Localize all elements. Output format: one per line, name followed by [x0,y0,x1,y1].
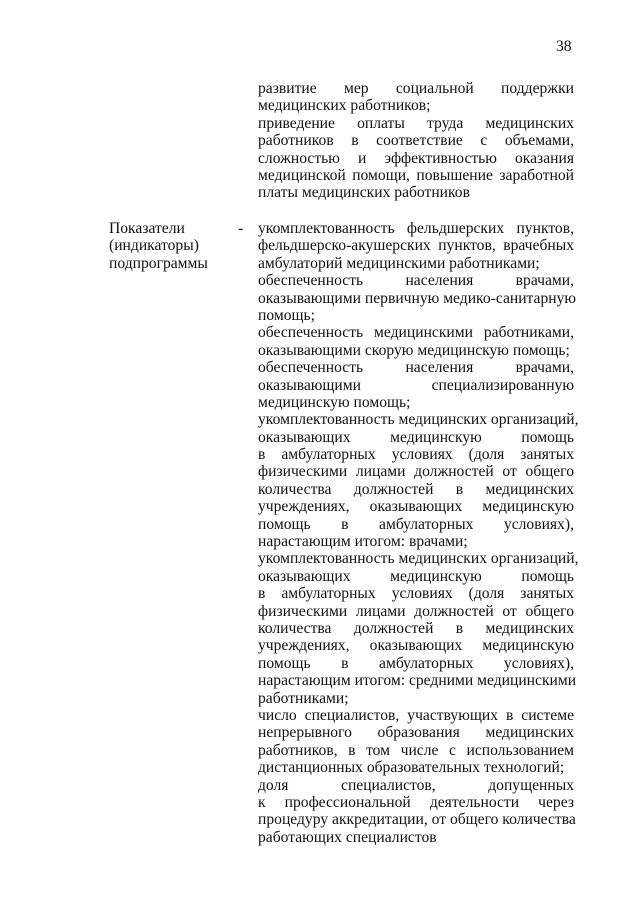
text-line: нарастающим итогом: врачами; [258,533,468,551]
paragraph [258,80,574,115]
text-line: оказывающих медицинскую помощь [258,567,574,585]
text-line: физическими лицами должностей от общего [258,602,574,620]
page-number: 38 [556,38,572,55]
text-line: процедуру аккредитации, от общего количества [258,811,576,829]
text-line: работников, в том числе с использованием [258,741,574,759]
text-line: в амбулаторных условиях (доля занятых [258,446,574,464]
text-line: оказывающими скорую медицинскую помощь; [258,341,570,359]
paragraph [258,707,574,777]
text-line: в амбулаторных условиях (доля занятых [258,585,574,603]
text-line: помощь; [258,306,315,324]
text-line: обеспеченность медицинскими работниками, [258,324,574,342]
dash-separator: - [238,220,244,237]
paragraph [258,324,574,359]
paragraph [258,411,579,551]
text-line: дистанционных образовательных технологий; [258,759,565,777]
text-line: обеспеченность населения врачами, [258,359,574,377]
label-line: (индикаторы) [109,237,199,255]
paragraph [258,115,574,202]
text-line: непрерывного образования медицинских [258,724,574,742]
text-line: работающих специалистов [258,828,437,846]
text-line: оказывающими специализированную [258,376,574,394]
label-line: подпрограммы [109,254,208,272]
text-line: укомплектованность медицинских организаций, [258,411,579,429]
text-line: работниками; [258,689,349,707]
paragraph [258,272,577,324]
section-goals-text [258,80,574,202]
text-line: нарастающим итогом: средними медицинскими [258,672,577,690]
text-line: помощь в амбулаторных условиях), [258,654,574,672]
paragraph [258,777,574,847]
text-line: медицинскую помощь; [258,393,411,411]
text-line: количества должностей в медицинских [258,619,574,637]
paragraph [258,359,574,411]
text-line: количества должностей в медицинских [258,480,574,498]
paragraph [258,550,579,707]
text-line: доля специалистов, допущенных [258,776,574,794]
text-line: амбулаторий медицинскими работниками; [258,254,540,272]
text-line: фельдшерско-акушерских пунктов, врачебных [258,237,574,255]
text-line: укомплектованность фельдшерских пунктов, [258,220,574,237]
text-line: обеспеченность населения врачами, [258,272,574,290]
text-line: учреждениях, оказывающих медицинскую [258,498,574,516]
text-line: помощь в амбулаторных условиях), [258,515,574,533]
text-line: сложностью и эффективностью оказания [258,149,574,167]
text-line: физическими лицами должностей от общего [258,463,574,481]
text-line: платы медицинских работников [258,184,470,202]
text-line: медицинских работников; [258,97,431,115]
text-line: работников в соответствие с объемами, [258,132,574,150]
indicators-text [258,220,579,846]
text-line: число специалистов, участвующих в системе [258,706,574,724]
text-line: учреждениях, оказывающих медицинскую [258,637,574,655]
label-line: Показатели [109,220,185,237]
indicators-label [109,220,208,272]
text-line: медицинской помощи, повышение заработной [258,166,574,184]
text-line: укомплектованность медицинских организаций, [258,550,579,568]
text-line: к профессиональной деятельности через [258,793,574,811]
text-line: оказывающими первичную медико-санитарную [258,289,577,307]
text-line: развитие мер социальной поддержки [258,80,574,97]
text-line: приведение оплаты труда медицинских [258,114,574,132]
paragraph [258,220,574,272]
text-line: оказывающих медицинскую помощь [258,428,574,446]
